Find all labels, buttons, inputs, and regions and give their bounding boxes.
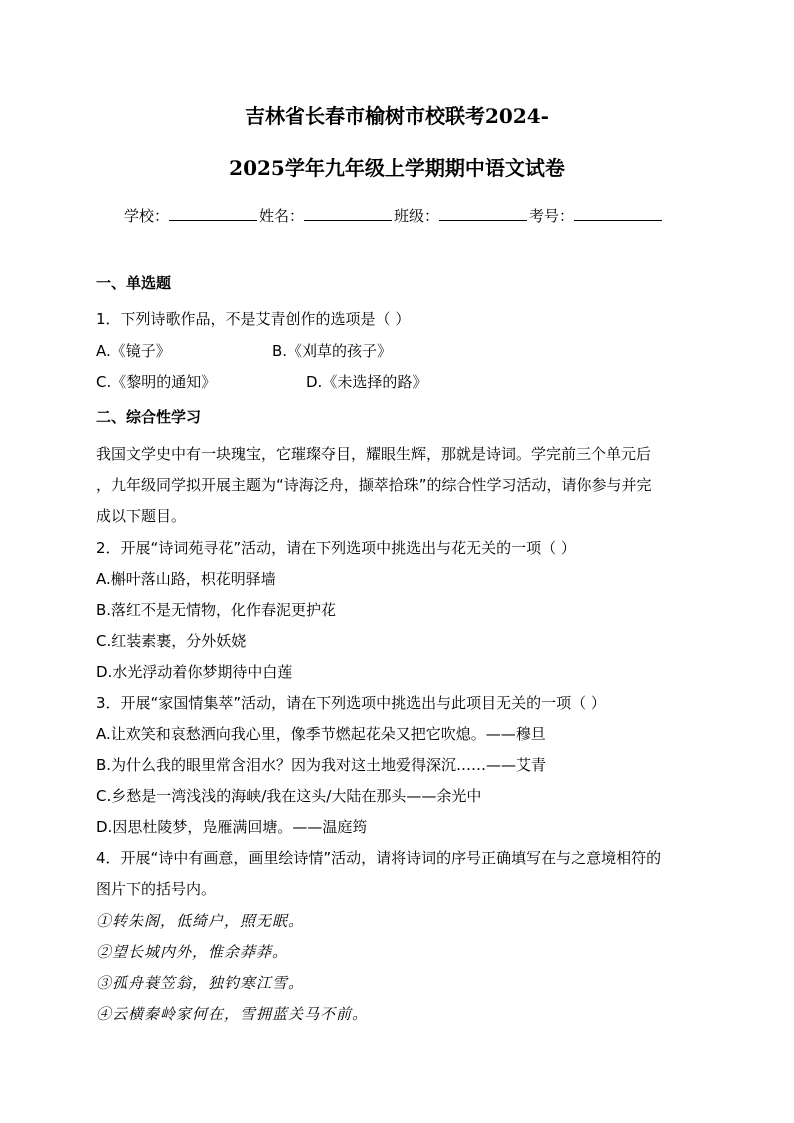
q4-stem-line2: 图片下的括号内。	[96, 880, 217, 898]
q2-option-d: D.水光浮动着你梦期待中白莲	[96, 663, 293, 681]
section2-intro-line2: ，九年级同学拟开展主题为“诗海泛舟，撷萃拾珠”的综合性学习活动，请你参与并完	[96, 476, 652, 494]
q1-option-c: C.《黎明的通知》	[96, 373, 217, 391]
q1-option-d: D.《未选择的路》	[306, 373, 428, 391]
number-label: 考号：	[529, 207, 575, 225]
exam-title-line1: 吉林省长春市榆树市校联考2024-	[245, 104, 549, 128]
q4-poem-4: ④云横秦岭家何在，雪拥蓝关马不前。	[96, 1005, 369, 1023]
q4-poem-1: ①转朱阁，低绮户，照无眠。	[96, 912, 305, 930]
q4-poem-3: ③孤舟蓑笠翁，独钓寒江雪。	[96, 974, 305, 992]
q3-option-a: A.让欢笑和哀愁洒向我心里，像季节燃起花朵又把它吹熄。——穆旦	[96, 725, 546, 743]
q3-option-b: B.为什么我的眼里常含泪水？因为我对这土地爱得深沉……——艾青	[96, 756, 547, 774]
q2-option-b: B.落红不是无情物，化作春泥更护花	[96, 601, 337, 619]
name-label: 姓名：	[259, 207, 305, 225]
exam-title-line2: 2025学年九年级上学期期中语文试卷	[229, 156, 565, 180]
school-blank	[169, 204, 257, 221]
q3-option-d: D.因思杜陵梦，凫雁满回塘。——温庭筠	[96, 818, 368, 836]
section2-heading: 二、综合性学习	[96, 408, 202, 426]
section2-intro-line3: 成以下题目。	[96, 507, 187, 525]
q2-option-c: C.红装素裹，分外妖娆	[96, 632, 247, 650]
school-label: 学校：	[124, 207, 170, 225]
q3-option-c: C.乡愁是一湾浅浅的海峡/我在这头/大陆在那头——余光中	[96, 787, 482, 805]
class-label: 班级：	[394, 207, 440, 225]
name-blank	[304, 204, 392, 221]
q1-option-a: A.《镜子》	[96, 342, 171, 360]
q1-option-b: B.《刈草的孩子》	[272, 342, 393, 360]
q2-stem: 2．开展“诗词苑寻花”活动，请在下列选项中挑选出与花无关的一项（ ）	[96, 539, 576, 557]
section1-heading: 一、单选题	[96, 274, 172, 292]
q1-stem: 1．下列诗歌作品，不是艾青创作的选项是（ ）	[96, 310, 411, 328]
q4-poem-2: ②望长城内外，惟余莽莽。	[96, 943, 289, 961]
number-blank	[574, 204, 662, 221]
section2-intro-line1: 我国文学史中有一块瑰宝，它璀璨夺目，耀眼生辉，那就是诗词。学完前三个单元后	[96, 445, 652, 463]
student-info-line	[124, 204, 664, 227]
q3-stem: 3．开展“家国情集萃”活动，请在下列选项中挑选出与此项目无关的一项（ ）	[96, 694, 606, 712]
q4-stem-line1: 4．开展“诗中有画意，画里绘诗情”活动，请将诗词的序号正确填写在与之意境相符的	[96, 849, 662, 867]
q2-option-a: A.槲叶落山路，枳花明驿墙	[96, 570, 276, 588]
class-blank	[439, 204, 527, 221]
